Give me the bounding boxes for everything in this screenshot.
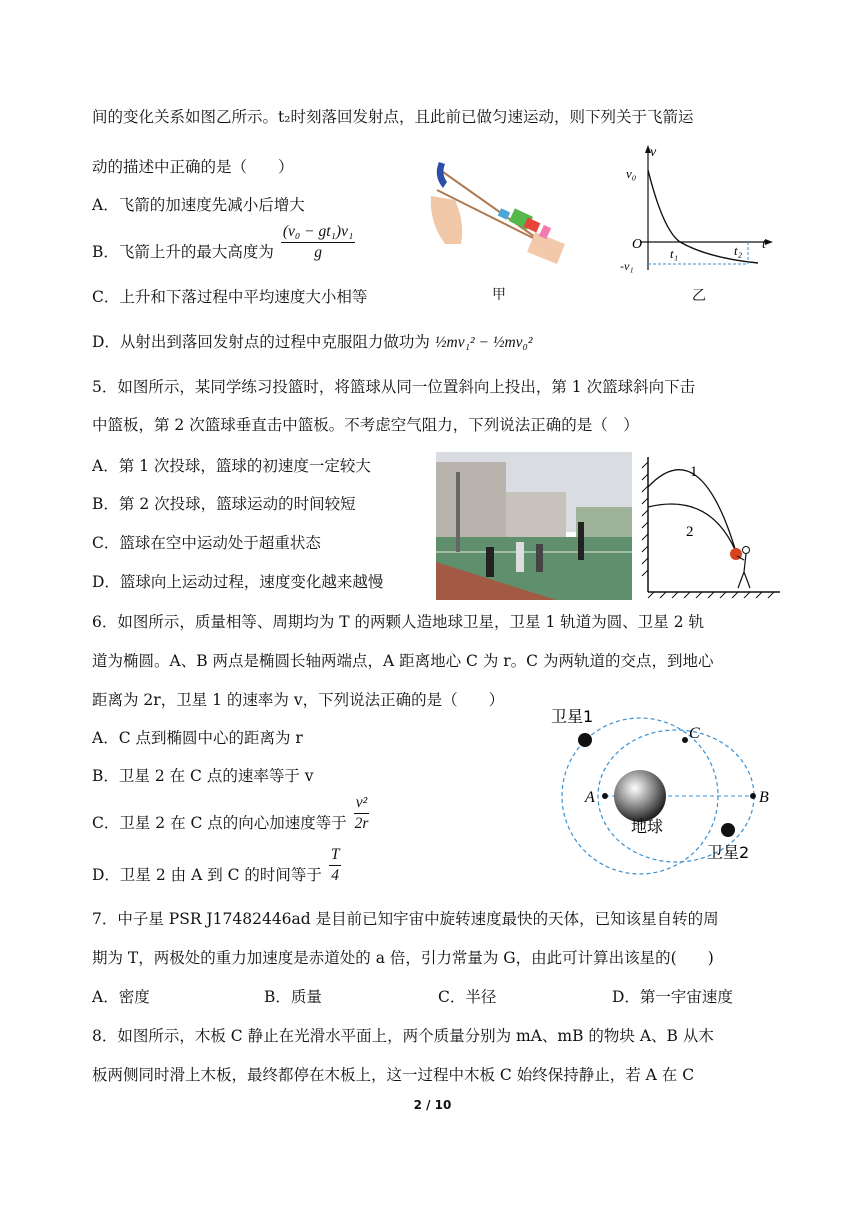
q6-option-d-denominator: 4 (331, 866, 340, 884)
q7-option-d: D．第一宇宙速度 (612, 988, 733, 1006)
basketball-photo (436, 452, 632, 600)
q6-option-b: B．卫星 2 在 C 点的速率等于 v (92, 767, 314, 785)
q8-stem-line2: 板两侧同时滑上木板，最终都停在木板上，这一过程中木板 C 始终保持静止，若 A 在 C (92, 1066, 695, 1084)
q8-stem-line1: 8．如图所示，木板 C 静止在光滑水平面上，两个质量分别为 mA、mB 的物块 A、B 从木 (92, 1027, 714, 1045)
q6-option-a: A．C 点到椭圆中心的距离为 r (92, 729, 303, 747)
graph-label-t2: t₂ (734, 243, 743, 258)
q4-option-d-formula: ½mv₁² − ½mv₀² (434, 334, 533, 351)
fig-yi-caption: 乙 (692, 288, 706, 304)
orbit-label-earth: 地球 (631, 817, 664, 836)
orbit-label-a: A (585, 789, 595, 806)
q4-option-a: A．飞箭的加速度先减小后增大 (92, 196, 305, 214)
q6-option-d (92, 845, 343, 886)
q4-option-d (92, 331, 533, 354)
q7-option-b: B．质量 (264, 988, 322, 1006)
q7-stem-line2: 期为 T，两极处的重力加速度是赤道处的 a 倍，引力常量为 G，由此可计算出该星的( ) (92, 949, 714, 967)
q6-option-c-denominator: 2r (354, 814, 369, 832)
q7-option-c: C．半径 (438, 988, 497, 1006)
q5-option-a: A．第 1 次投球，篮球的初速度一定较大 (92, 457, 371, 475)
q6-option-c-numerator: v² (354, 793, 370, 814)
q4-option-c: C．上升和下落过程中平均速度大小相等 (92, 288, 368, 306)
q6-stem-line2: 道为椭圆。A、B 两点是椭圆长轴两端点，A 距离地心 C 为 r。C 为两轨道的交点，到地心 (92, 652, 714, 670)
graph-label-v: v (650, 145, 657, 160)
orbit-label-sat1: 卫星1 (551, 707, 594, 726)
graph-label-t1: t₁ (670, 246, 679, 261)
q6-option-c (92, 793, 371, 834)
q6-option-c-text: C．卫星 2 在 C 点的向心加速度等于 (92, 814, 347, 832)
q4-option-b-numerator: (v₀ − gt₁)v₁ (281, 222, 356, 243)
orbit-label-sat2: 卫星2 (707, 843, 750, 862)
q4-intro-line2: 动的描述中正确的是（ ） (92, 158, 294, 176)
q6-option-d-numerator: T (329, 845, 342, 866)
q5-option-c: C．篮球在空中运动处于超重状态 (92, 534, 321, 552)
q4-option-b-denominator: g (314, 243, 322, 261)
q7-option-a: A．密度 (92, 988, 150, 1006)
page-number: 2 / 10 (413, 1098, 452, 1112)
graph-label-origin: O (632, 237, 643, 252)
q4-intro-line1: 间的变化关系如图乙所示。t₂时刻落回发射点，且此前已做匀速运动，则下列关于飞箭运 (92, 108, 694, 126)
vt-graph (618, 140, 778, 280)
q4-option-d-text: D．从射出到落回发射点的过程中克服阻力做功为 (92, 333, 430, 351)
q5-option-b: B．第 2 次投球，篮球运动的时间较短 (92, 495, 356, 513)
trajectory-diagram (640, 452, 782, 602)
orbit-label-b: B (759, 789, 769, 806)
slingshot-photo (425, 152, 577, 270)
trajectory-label-2: 2 (686, 524, 694, 540)
orbit-label-c: C (689, 725, 700, 742)
orbit-diagram (545, 700, 785, 880)
q6-stem-line3: 距离为 2r，卫星 1 的速率为 v，下列说法正确的是（ ） (92, 691, 505, 709)
q5-option-d: D．篮球向上运动过程，速度变化越来越慢 (92, 573, 384, 591)
graph-label-t: t (762, 237, 766, 252)
q5-stem-line2: 中篮板，第 2 次篮球垂直击中篮板。不考虑空气阻力，下列说法正确的是（ ） (92, 416, 639, 434)
graph-label-neg-v1: -v₁ (620, 259, 634, 273)
trajectory-label-1: 1 (690, 464, 698, 480)
graph-label-v0: v₀ (626, 166, 637, 181)
q4-option-b-text: B．飞箭上升的最大高度为 (92, 243, 274, 261)
q7-stem-line1: 7．中子星 PSR J17482446ad 是目前已知宇宙中旋转速度最快的天体，已知该星自转的周 (92, 910, 719, 928)
q5-stem-line1: 5．如图所示，某同学练习投篮时，将篮球从同一位置斜向上投出，第 1 次篮球斜向下击 (92, 378, 696, 396)
fig-jia-caption: 甲 (492, 287, 506, 303)
q6-stem-line1: 6．如图所示，质量相等、周期均为 T 的两颗人造地球卫星，卫星 1 轨道为圆、卫星 2 轨 (92, 613, 704, 631)
q4-option-b (92, 222, 357, 263)
q6-option-d-text: D．卫星 2 由 A 到 C 的时间等于 (92, 866, 322, 884)
